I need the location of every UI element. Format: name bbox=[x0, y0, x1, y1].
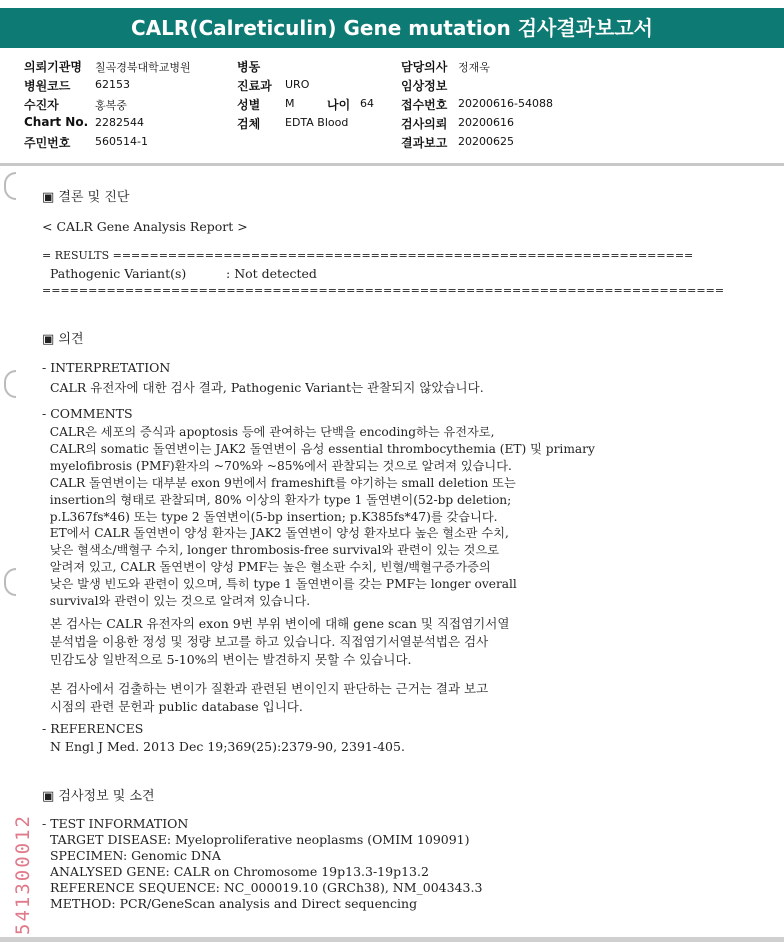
patient-info-panel bbox=[0, 50, 784, 164]
specimen-value: EDTA Blood bbox=[285, 116, 349, 129]
clinical-label: 임상정보 bbox=[401, 79, 448, 93]
chart-label: Chart No. bbox=[24, 115, 89, 129]
dept-value: URO bbox=[285, 78, 310, 91]
report-title: CALR(Calreticulin) Gene mutation 검사결과보고서 bbox=[0, 8, 784, 48]
text-line: p.L367fs*46) 또는 type 2 돌연변이(5-bp insertion; p.K385fs*47)를 갖습니다. bbox=[42, 509, 498, 524]
punch-hole-mark bbox=[4, 568, 16, 596]
text-line: 낮은 발생 빈도와 관련이 있으며, 특히 type 1 돌연변이를 갖는 PMF는 longer overall bbox=[42, 577, 517, 592]
results-line: = RESULTS =============================================================== bbox=[42, 249, 694, 262]
barcode-stamp bbox=[8, 770, 38, 935]
section-heading-test-info: ▣ 검사정보 및 소견 bbox=[42, 789, 155, 804]
bottom-divider bbox=[0, 937, 784, 942]
sex-value: M bbox=[285, 97, 295, 110]
rrn-label: 주민번호 bbox=[24, 136, 71, 150]
text-line: 알려져 있고, CALR 돌연변이 양성 PMF는 높은 혈소판 수치, 빈혈/백혈구증가증의 bbox=[42, 560, 491, 575]
institution-label: 의뢰기관명 bbox=[24, 60, 82, 74]
text-line: REFERENCE SEQUENCE: NC_000019.10 (GRCh38), NM_004343.3 bbox=[42, 880, 483, 895]
text-line: ANALYSED GENE: CALR on Chromosome 19p13.3-19p13.2 bbox=[42, 864, 429, 879]
punch-hole-mark bbox=[4, 172, 16, 200]
stamp-number: 541300012 bbox=[12, 814, 34, 935]
doctor-value: 정재욱 bbox=[458, 61, 490, 74]
section-heading-opinion: ▣ 의견 bbox=[42, 332, 84, 347]
report-date-label: 결과보고 bbox=[401, 136, 448, 150]
references-title: - REFERENCES bbox=[42, 721, 144, 736]
text-line: 민감도상 일반적으로 5-10%의 변이는 발견하지 못할 수 있습니다. bbox=[42, 652, 412, 667]
text-line: 낮은 혈색소/백혈구 수치, longer thrombosis-free survival와 관련이 있는 것으로 bbox=[42, 543, 499, 558]
age-label: 나이 bbox=[327, 98, 351, 112]
accession-value: 20200616-54088 bbox=[458, 97, 553, 110]
chart-value: 2282544 bbox=[95, 116, 144, 129]
institution-value: 칠곡경북대학교병원 bbox=[95, 61, 191, 74]
text-line: - TEST INFORMATION bbox=[42, 816, 189, 831]
separator-line: ========================================================================== bbox=[42, 284, 725, 297]
text-line: METHOD: PCR/GeneScan analysis and Direct sequencing bbox=[42, 896, 418, 911]
text-line: CALR의 somatic 돌연변이는 JAK2 돌연변이 음성 essential thrombocythemia (ET) 및 primary bbox=[42, 441, 595, 456]
text-line: CALR은 세포의 증식과 apoptosis 등에 관여하는 단백을 encoding하는 유전자로, bbox=[42, 425, 495, 439]
ward-label: 병동 bbox=[237, 60, 261, 74]
text-line: CALR 돌연변이는 대부분 exon 9번에서 frameshift를 야기하는 small deletion 또는 bbox=[42, 475, 516, 490]
text-line: survival와 관련이 있는 것으로 알려져 있습니다. bbox=[42, 594, 311, 608]
request-label: 검사의뢰 bbox=[401, 117, 448, 131]
hospital-code-value: 62153 bbox=[95, 78, 130, 91]
punch-hole-mark bbox=[4, 370, 16, 398]
comments-title: - COMMENTS bbox=[42, 406, 133, 421]
text-line: SPECIMEN: Genomic DNA bbox=[42, 848, 221, 863]
sex-label: 성별 bbox=[237, 98, 261, 112]
interpretation-text: CALR 유전자에 대한 검사 결과, Pathogenic Variant는 관찰되지 않았습니다. bbox=[42, 380, 484, 395]
text-line: ET에서 CALR 돌연변이 양성 환자는 JAK2 돌연변이 양성 환자보다 높은 혈소판 수치, bbox=[42, 526, 509, 541]
rrn-value: 560514-1 bbox=[95, 135, 148, 148]
text-line: insertion의 형태로 관찰되며, 80% 이상의 환자가 type 1 돌연변이(52-bp deletion; bbox=[42, 492, 512, 507]
patient-label: 수진자 bbox=[24, 98, 59, 112]
interpretation-title: - INTERPRETATION bbox=[42, 360, 171, 375]
report-subtitle: < CALR Gene Analysis Report > bbox=[42, 219, 248, 234]
text-line: myelofibrosis (PMF)환자의 ~70%와 ~85%에서 관찰되는 것으로 알려져 있습니다. bbox=[42, 458, 512, 473]
doctor-label: 담당의사 bbox=[401, 60, 448, 74]
text-line: 본 검사에서 검출하는 변이가 질환과 관련된 변이인지 판단하는 근거는 결과 보고 bbox=[42, 681, 489, 696]
divider bbox=[0, 163, 784, 166]
text-line: 분석법을 이용한 정성 및 정량 보고를 하고 있습니다. 직접염기서열분석법은 검사 bbox=[42, 634, 489, 649]
text-line: 시점의 관련 문헌과 public database 입니다. bbox=[42, 699, 303, 714]
age-value: 64 bbox=[360, 97, 374, 110]
section-heading-conclusion: ▣ 결론 및 진단 bbox=[42, 190, 130, 205]
specimen-label: 검체 bbox=[237, 117, 261, 131]
dept-label: 진료과 bbox=[237, 79, 272, 93]
request-value: 20200616 bbox=[458, 116, 514, 129]
patient-value: 홍복중 bbox=[95, 99, 127, 112]
text-line: TARGET DISEASE: Myeloproliferative neoplasms (OMIM 109091) bbox=[42, 832, 470, 847]
reference-text: N Engl J Med. 2013 Dec 19;369(25):2379-90, 2391-405. bbox=[42, 739, 405, 754]
text-line: 본 검사는 CALR 유전자의 exon 9번 부위 변이에 대해 gene scan 및 직접염기서열 bbox=[42, 616, 510, 631]
accession-label: 접수번호 bbox=[401, 98, 448, 112]
report-date-value: 20200625 bbox=[458, 135, 514, 148]
hospital-code-label: 병원코드 bbox=[24, 79, 71, 93]
result-row: Pathogenic Variant(s) : Not detected bbox=[42, 266, 317, 281]
